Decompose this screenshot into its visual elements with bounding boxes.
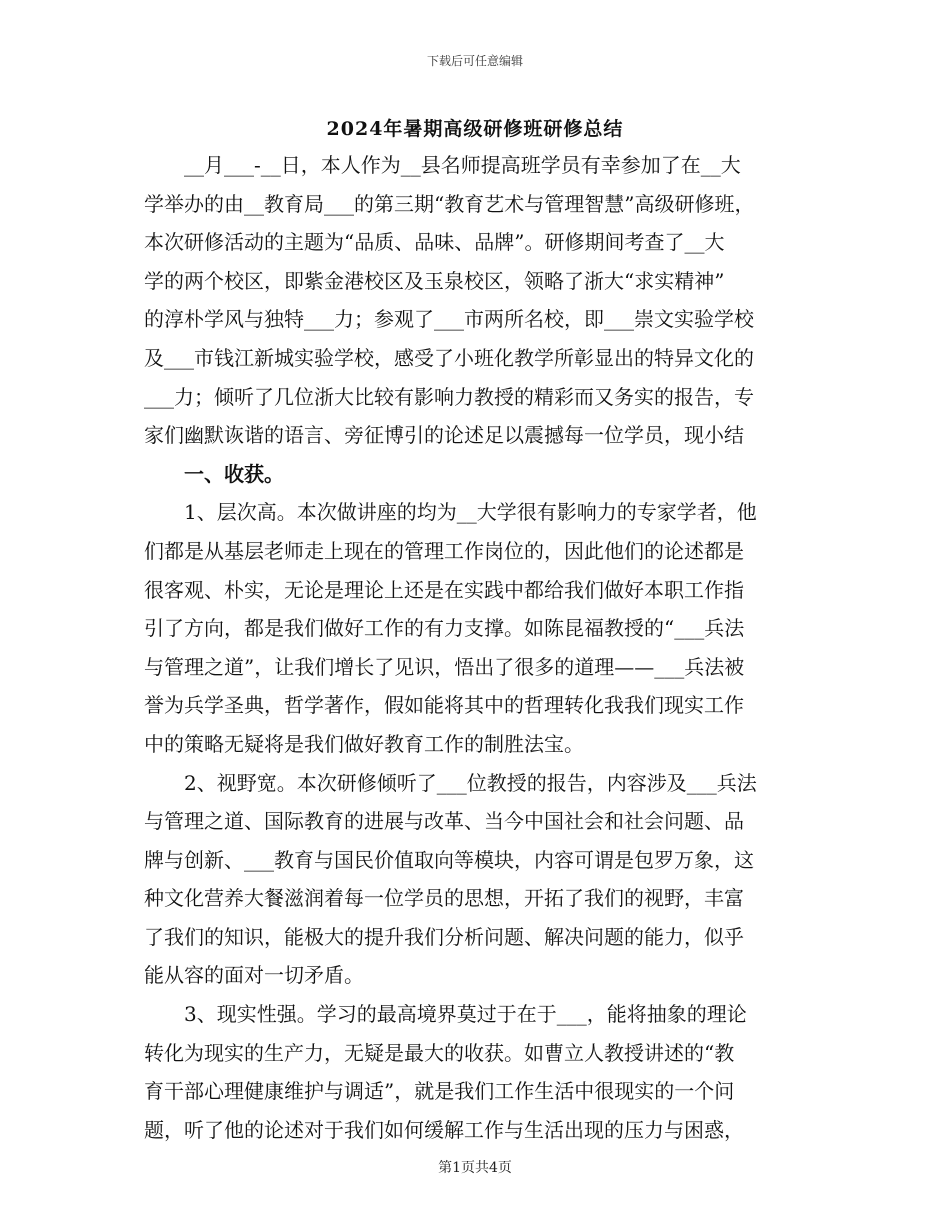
- body-line: 3、现实性强。学习的最高境界莫过于在于___，能将抽象的理论: [184, 1002, 747, 1027]
- body-line: 牌与创新、___教育与国民价值取向等模块，内容可谓是包罗万象，这: [144, 847, 754, 872]
- document-body: [144, 146, 812, 1149]
- body-line: 与管理之道”，让我们增长了见识，悟出了很多的道理——___兵法被: [144, 654, 745, 679]
- body-line: 很客观、朴实，无论是理论上还是在实践中都给我们做好本职工作指: [144, 577, 744, 602]
- body-line: ___力；倾听了几位浙大比较有影响力教授的精彩而又务实的报告，专: [144, 384, 754, 409]
- body-line: 中的策略无疑将是我们做好教育工作的制胜法宝。: [144, 731, 584, 756]
- header-note: 下载后可任意编辑: [426, 54, 523, 68]
- body-line: 育干部心理健康维护与调适”，就是我们工作生活中很现实的一个问: [144, 1079, 735, 1104]
- body-line: 学举办的由__教育局___的第三期“教育艺术与管理智慧”高级研修班，: [144, 191, 755, 216]
- body-line: 与管理之道、国际教育的进展与改革、当今中国社会和社会问题、品: [144, 809, 744, 834]
- body-line: __月___-__日，本人作为__县名师提高班学员有幸参加了在__大: [184, 153, 741, 177]
- body-line: 题，听了他的论述对于我们如何缓解工作与生活出现的压力与困惑，: [144, 1117, 744, 1142]
- page-number: 第1页共4页: [438, 1160, 512, 1176]
- body-line: 们都是从基层老师走上现在的管理工作岗位的，因此他们的论述都是: [144, 538, 744, 563]
- body-line: 家们幽默诙谐的语言、旁征博引的论述足以震撼每一位学员，现小结: [144, 423, 744, 448]
- body-line: 的淳朴学风与独特___力；参观了___市两所名校，即___崇文实验学校: [144, 307, 754, 332]
- body-line: 学的两个校区，即紫金港校区及玉泉校区，领略了浙大“求实精神”: [144, 268, 725, 293]
- body-line: 本次研修活动的主题为“品质、品味、品牌”。研修期间考查了__大: [144, 230, 725, 255]
- body-line: 种文化营养大餐滋润着每一位学员的思想，开拓了我们的视野，丰富: [144, 886, 744, 911]
- body-line: 能从容的面对一切矛盾。: [144, 963, 364, 988]
- body-line: 2、视野宽。本次研修倾听了___位教授的报告，内容涉及___兵法: [184, 770, 757, 795]
- body-line: 了我们的知识，能极大的提升我们分析问题、解决问题的能力，似乎: [144, 924, 744, 949]
- body-line: 1、层次高。本次做讲座的均为__大学很有影响力的专家学者，他: [184, 500, 757, 525]
- document-title: 2024年暑期高级研修班研修总结: [326, 118, 624, 140]
- body-line: 转化为现实的生产力，无疑是最大的收获。如曹立人教授讲述的“教: [144, 1040, 735, 1065]
- section-heading: 一、收获。: [184, 461, 284, 486]
- body-line: 引了方向，都是我们做好工作的有力支撑。如陈昆福教授的“___兵法: [144, 616, 745, 641]
- body-line: 誉为兵学圣典，哲学著作，假如能将其中的哲理转化我我们现实工作: [144, 693, 744, 718]
- body-line: 及___市钱江新城实验学校，感受了小班化教学所彰显出的特异文化的: [144, 345, 754, 370]
